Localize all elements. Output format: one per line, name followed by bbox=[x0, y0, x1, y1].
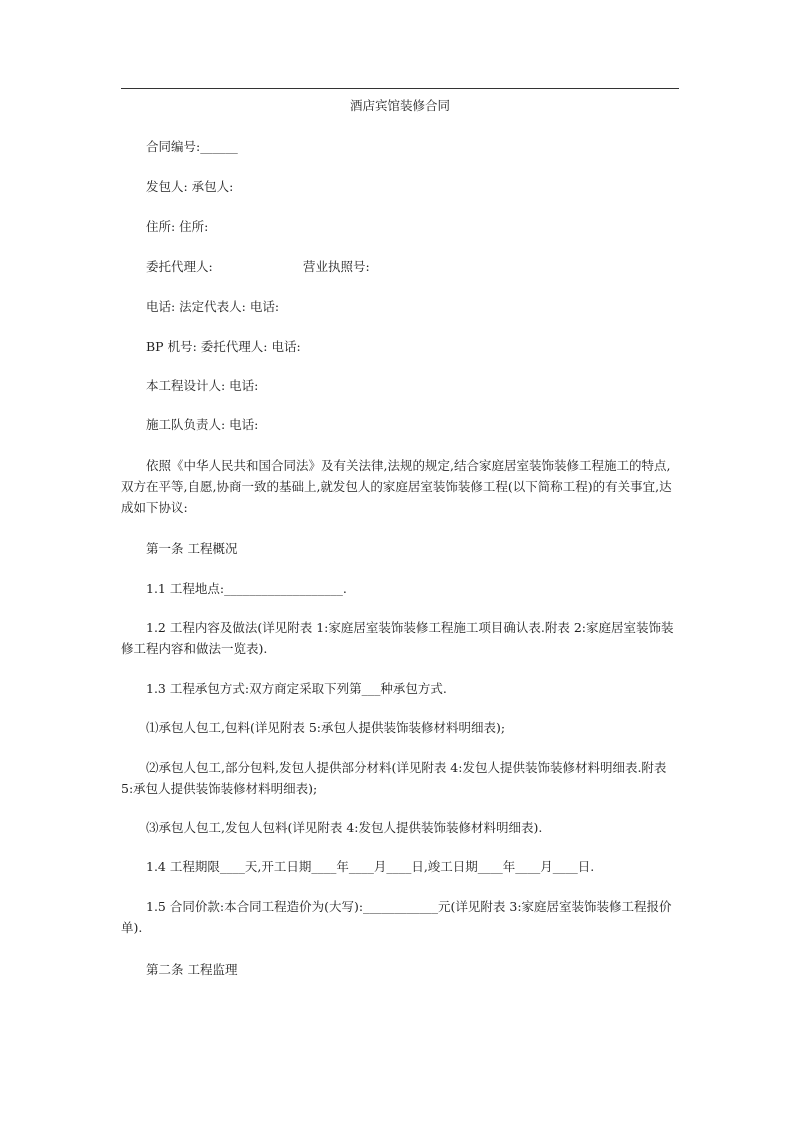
agent-line: 委托代理人: bbox=[146, 259, 213, 274]
option-1: ⑴承包人包工,包料(详见附表 5:承包人提供装饰装修材料明细表); bbox=[146, 720, 506, 735]
clause-1-1: 1.1 工程地点:___________________. bbox=[146, 581, 347, 596]
top-rule bbox=[121, 88, 679, 89]
article-2-heading: 第二条 工程监理 bbox=[146, 962, 238, 977]
option-2: ⑵承包人包工,部分包料,发包人提供部分材料(详见附表 4:发包人提供装饰装修材料明细表.附表 5:承包人提供装饰装修材料明细表); bbox=[121, 760, 667, 796]
team-lead-line: 施工队负责人: 电话: bbox=[146, 417, 259, 432]
clause-1-4: 1.4 工程期限____天,开工日期____年____月____日,竣工日期____年____月____日. bbox=[146, 859, 595, 874]
phone-representative-line: 电话: 法定代表人: 电话: bbox=[146, 299, 280, 314]
article-1-heading: 第一条 工程概况 bbox=[146, 541, 238, 556]
bp-line: BP 机号: 委托代理人: 电话: bbox=[146, 339, 301, 354]
designer-line: 本工程设计人: 电话: bbox=[146, 378, 259, 393]
preamble-paragraph: 依照《中华人民共和国合同法》及有关法律,法规的规定,结合家庭居室装饰装修工程施工的特点,双方在平等,自愿,协商一致的基础上,就发包人的家庭居室装饰装修工程(以下简称工程)的有关事宜,达成如下协议: bbox=[121, 458, 672, 515]
parties-line: 发包人: 承包人: bbox=[146, 179, 234, 194]
contract-number: 合同编号:______ bbox=[146, 139, 238, 154]
clause-1-3: 1.3 工程承包方式:双方商定采取下列第___种承包方式. bbox=[146, 681, 447, 696]
clause-1-2: 1.2 工程内容及做法(详见附表 1:家庭居室装饰装修工程施工项目确认表.附表 2:家庭居室装饰装修工程内容和做法一览表). bbox=[121, 620, 674, 656]
license-label: 营业执照号: bbox=[303, 259, 370, 274]
document-title: 酒店宾馆装修合同 bbox=[349, 98, 450, 113]
option-3: ⑶承包人包工,发包人包料(详见附表 4:发包人提供装饰装修材料明细表). bbox=[146, 820, 543, 835]
address-line: 住所: 住所: bbox=[146, 219, 209, 234]
clause-1-5: 1.5 合同价款:本合同工程造价为(大写):____________元(详见附表 3:家庭居室装饰装修工程报价单). bbox=[121, 899, 672, 935]
